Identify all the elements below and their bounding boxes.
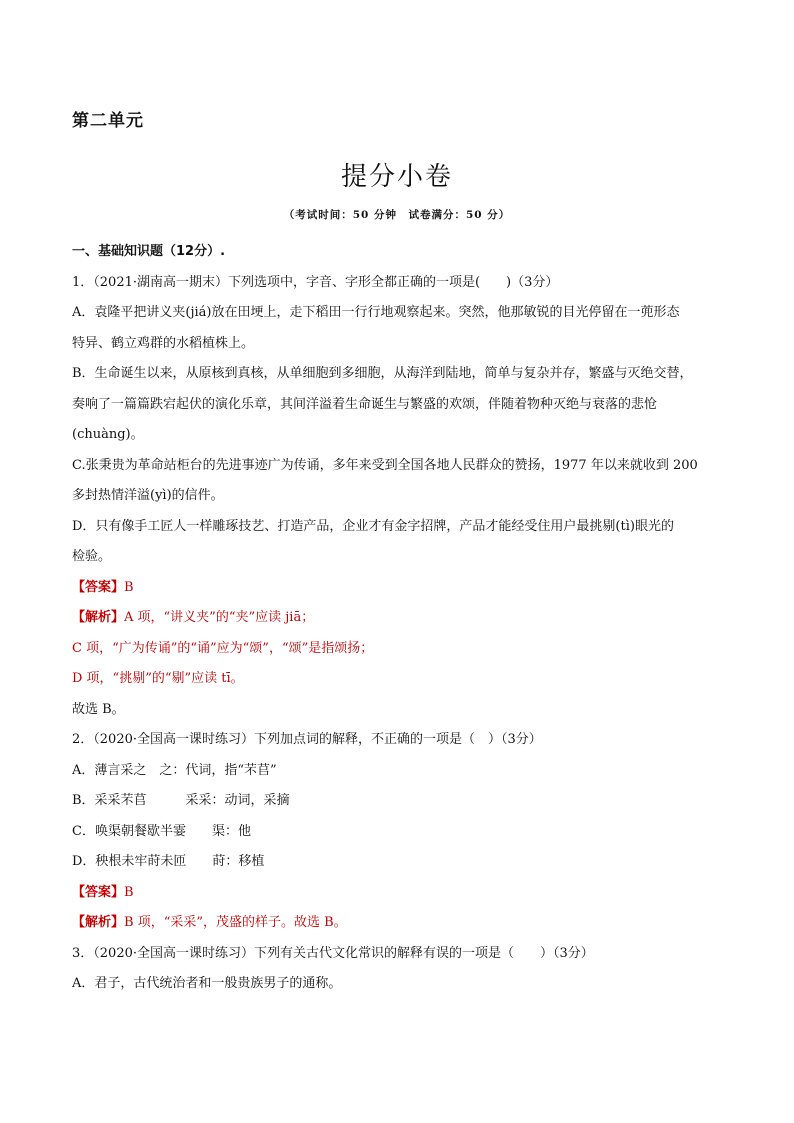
q1-option-a-line1: A．袁隆平把讲义夹(jiá)放在田埂上，走下稻田一行行地观察起来。突然，他那敏锐的目光停留在一蔸形态 — [72, 305, 680, 320]
exam-info: （考试时间：50 分钟 试卷满分：50 分） — [283, 209, 511, 221]
analysis-tag: 【解析】 — [72, 915, 125, 930]
q2-option-c: C．唤渠朝餐歇半霎 渠：他 — [72, 823, 251, 839]
q1-option-b-line3: (chuàng)。 — [72, 427, 144, 442]
q1-answer — [72, 573, 722, 604]
q1-option-b-line2: 奏响了一篇篇跌宕起伏的演化乐章，其间洋溢着生命诞生与繁盛的欢颂，伴随着物种灭绝与衰落的悲怆 — [72, 396, 658, 412]
q1-stem: 1．（2021·湖南高一期末）下列选项中，字音、字形全都正确的一项是( )（3分） — [72, 274, 559, 290]
q2-option-a: A．薄言采之 之：代词，指“芣苢” — [72, 762, 277, 778]
q3-stem: 3．（2020·全国高一课时练习）下列有关古代文化常识的解释有误的一项是（ ）（3分） — [72, 945, 594, 961]
q2-answer — [72, 878, 722, 909]
q1-analysis-line3: D 项，“挑剔”的“剔”应读 tī。 — [72, 671, 244, 686]
analysis-text: A 项，“讲义夹”的“夹”应读 jiā； — [124, 610, 315, 625]
q2-option-d: D．秧根未牢莳未匝 莳：移植 — [72, 854, 265, 869]
analysis-tag: 【解析】 — [72, 610, 125, 625]
answer-tag: 【答案】 — [72, 579, 125, 595]
q1-analysis-line1 — [72, 603, 722, 634]
q2-stem: 2．（2020·全国高一课时练习）下列加点词的解释，不正确的一项是（ ）（3分） — [72, 732, 542, 747]
q1-option-d-line2: 检验。 — [72, 549, 112, 564]
q1-option-d-line1: D．只有像手工匠人一样雕琢技艺、打造产品，企业才有金字招牌，产品才能经受住用户最挑剔(tì)眼光的 — [72, 518, 674, 534]
q3-option-a: A．君子，古代统治者和一般贵族男子的通称。 — [72, 976, 342, 991]
answer-tag: 【答案】 — [72, 884, 125, 900]
analysis-text: B 项，“采采”，茂盛的样子。故选 B。 — [124, 915, 347, 930]
q1-option-b-line1: B．生命诞生以来，从原核到真核，从单细胞到多细胞，从海洋到陆地，简单与复杂并存，繁盛与灭绝交替， — [72, 366, 693, 381]
q1-option-c-line2: 多封热情洋溢(yì)的信件。 — [72, 488, 224, 503]
document-page — [72, 0, 722, 1123]
q1-conclusion: 故选 B。 — [72, 701, 125, 717]
unit-title: 第二单元 — [72, 111, 144, 131]
question-content — [72, 237, 722, 1000]
q1-option-c-line1: C.张秉贵为革命站柜台的先进事迹广为传诵，多年来受到全国各地人民群众的赞扬，1977 年以来就收到 200 — [72, 457, 698, 473]
section-heading: 一、基础知识题（12分）. — [72, 244, 226, 259]
q2-analysis — [72, 908, 722, 939]
q1-option-a-line2: 特异、鹤立鸡群的水稻植株上。 — [72, 335, 255, 351]
q2-option-b: B．采采芣苢 采采：动词，采摘 — [72, 793, 290, 808]
page-title: 提分小卷 — [340, 162, 453, 192]
answer-value: B — [124, 884, 134, 900]
answer-value: B — [124, 579, 134, 595]
q1-analysis-line2: C 项，“广为传诵”的“诵”应为“颂”，“颂”是指颂扬； — [72, 640, 374, 656]
